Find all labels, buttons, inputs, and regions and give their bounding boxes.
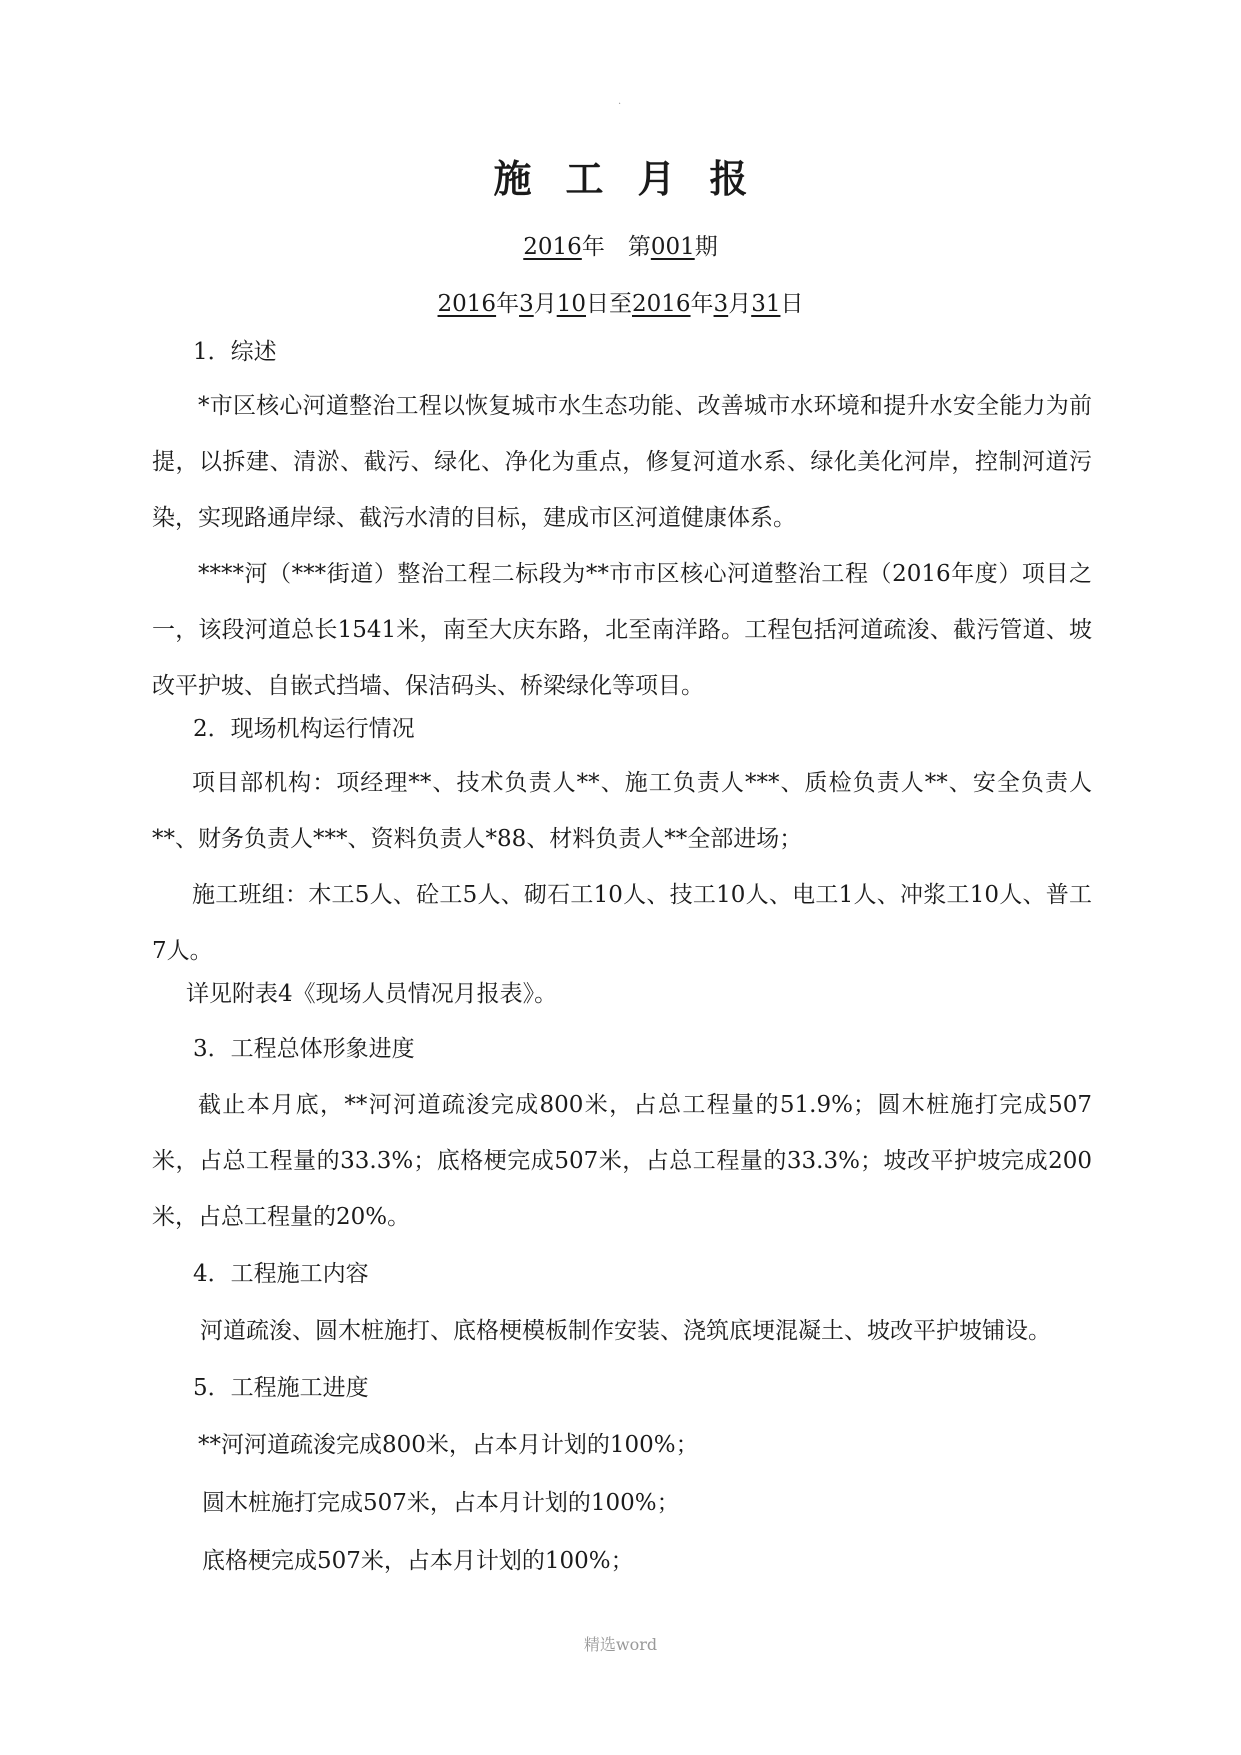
issue-line: 2016年 第001期: [523, 234, 718, 260]
page-title: [0, 148, 1241, 203]
paragraph: 项目部机构：项经理**、技术负责人**、施工负责人***、质检负责人**、安全负责人**、财务负责人***、资料负责人*88、材料负责人**全部进场；: [152, 770, 1093, 852]
paragraph: 底格梗完成507米，占本月计划的100%；: [202, 1548, 634, 1574]
issue-year: 2016: [523, 234, 582, 260]
section-heading: 2．现场机构运行情况: [193, 716, 415, 742]
title-char: 工: [565, 156, 604, 201]
title-char: 月: [637, 156, 676, 201]
section-heading: 3．工程总体形象进度: [193, 1036, 415, 1062]
paragraph: 截止本月底，**河河道疏浚完成800米，占总工程量的51.9%；圆木桩施打完成507米，占总工程量的33.3%；底格梗完成507米，占总工程量的33.3%；坡改平护坡完成200米，占总工程量的20%。: [152, 1092, 1092, 1230]
section-heading: 4．工程施工内容: [193, 1261, 369, 1287]
paragraph: 河道疏浚、圆木桩施打、底格梗模板制作安装、浇筑底埂混凝土、坡改平护坡铺设。: [200, 1318, 1051, 1344]
title-char: 报: [709, 156, 748, 201]
header-mark: .: [618, 96, 622, 107]
title-char: 施: [493, 156, 532, 201]
paragraph: **河河道疏浚完成800米，占本月计划的100%；: [198, 1432, 699, 1458]
section-heading: 5．工程施工进度: [193, 1375, 369, 1401]
issue-number: 001: [650, 234, 695, 260]
period-line: 2016年3月10日至2016年3月31日: [437, 291, 804, 317]
paragraph: 详见附表4《现场人员情况月报表》。: [186, 981, 558, 1007]
paragraph: 圆木桩施打完成507米，占本月计划的100%；: [202, 1490, 680, 1516]
footer-watermark: 精选word: [583, 1635, 658, 1654]
section-heading: 1．综述: [193, 339, 277, 365]
paragraph: 施工班组：木工5人、砼工5人、砌石工10人、技工10人、电工1人、冲浆工10人、普工7人。: [152, 882, 1092, 964]
paragraph: *市区核心河道整治工程以恢复城市水生态功能、改善城市水环境和提升水安全能力为前提，以拆建、清淤、截污、绿化、净化为重点，修复河道水系、绿化美化河岸，控制河道污染，实现路通岸绿、截污水清的目标，建成市区河道健康体系。: [152, 393, 1092, 531]
paragraph: ****河（***街道）整治工程二标段为**市市区核心河道整治工程（2016年度）项目之一，该段河道总长1541米，南至大庆东路，北至南洋路。工程包括河道疏浚、截污管道、坡改平护坡、自嵌式挡墙、保洁码头、桥梁绿化等项目。: [152, 561, 1092, 699]
